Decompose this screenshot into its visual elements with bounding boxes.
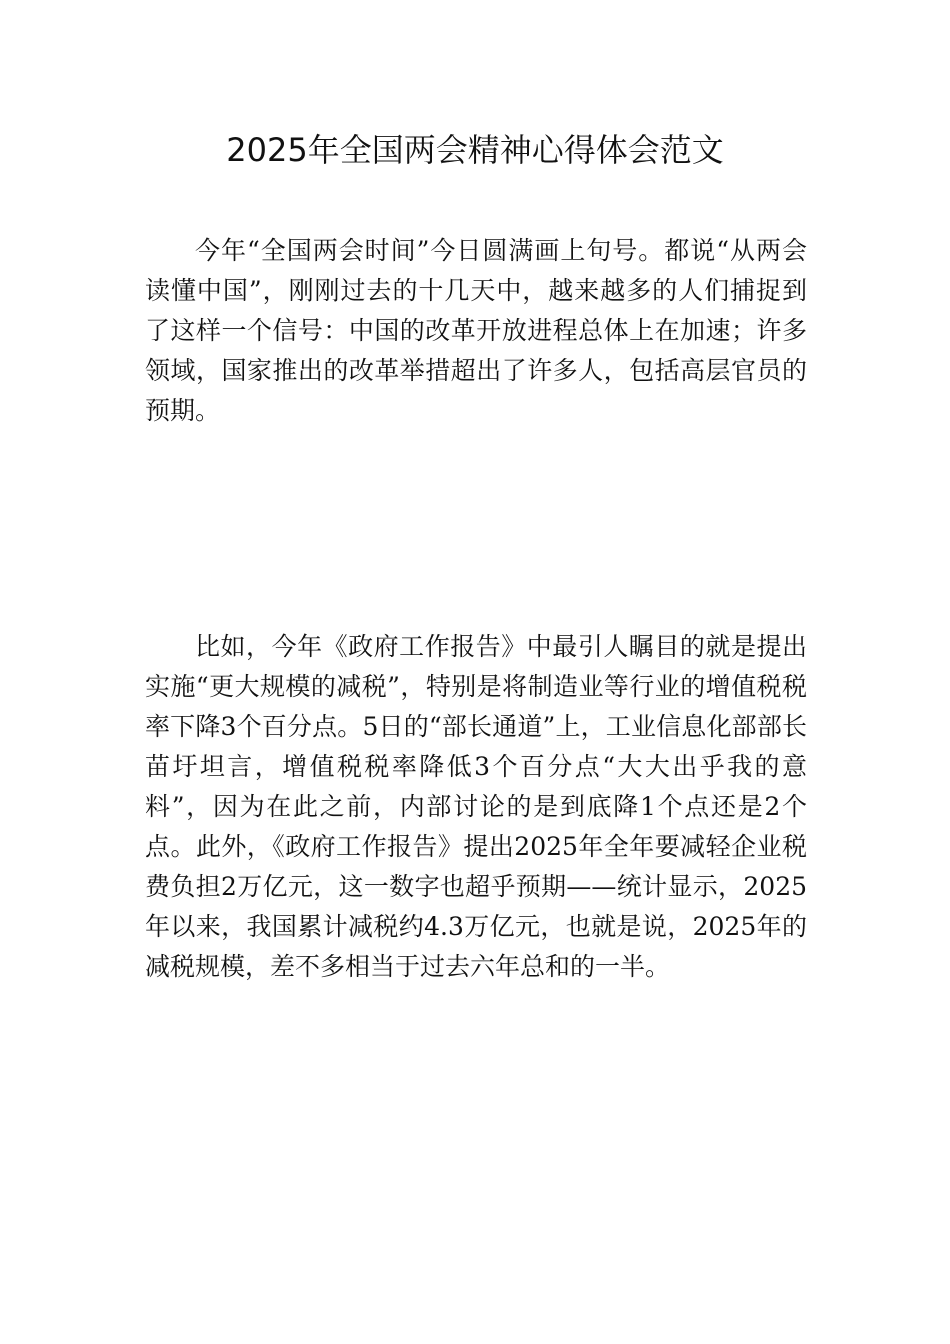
paragraph-2: 比如，今年《政府工作报告》中最引人瞩目的就是提出实施“更大规模的减税”，特别是将制造业等行业的增值税税率下降3个百分点。5日的“部长通道”上，工业信息化部部长苗圩坦言，增值税税率降低3个百分点“大大出乎我的意料”，因为在此之前，内部讨论的是到底降1个点还是2个点。此外，《政府工作报告》提出2025年全年要减轻企业税费负担2万亿元，这一数字也超乎预期——统计显示，2025年以来，我国累计减税约4.3万亿元，也就是说，2025年的减税规模，差不多相当于过去六年总和的一半。 [145,632,807,981]
paragraph-1: 今年“全国两会时间”今日圆满画上句号。都说“从两会读懂中国”，刚刚过去的十几天中，越来越多的人们捕捉到了这样一个信号：中国的改革开放进程总体上在加速；许多领域，国家推出的改革举措超出了许多人，包括高层官员的预期。 [145,236,807,425]
document-title: 2025年全国两会精神心得体会范文 [226,131,724,169]
